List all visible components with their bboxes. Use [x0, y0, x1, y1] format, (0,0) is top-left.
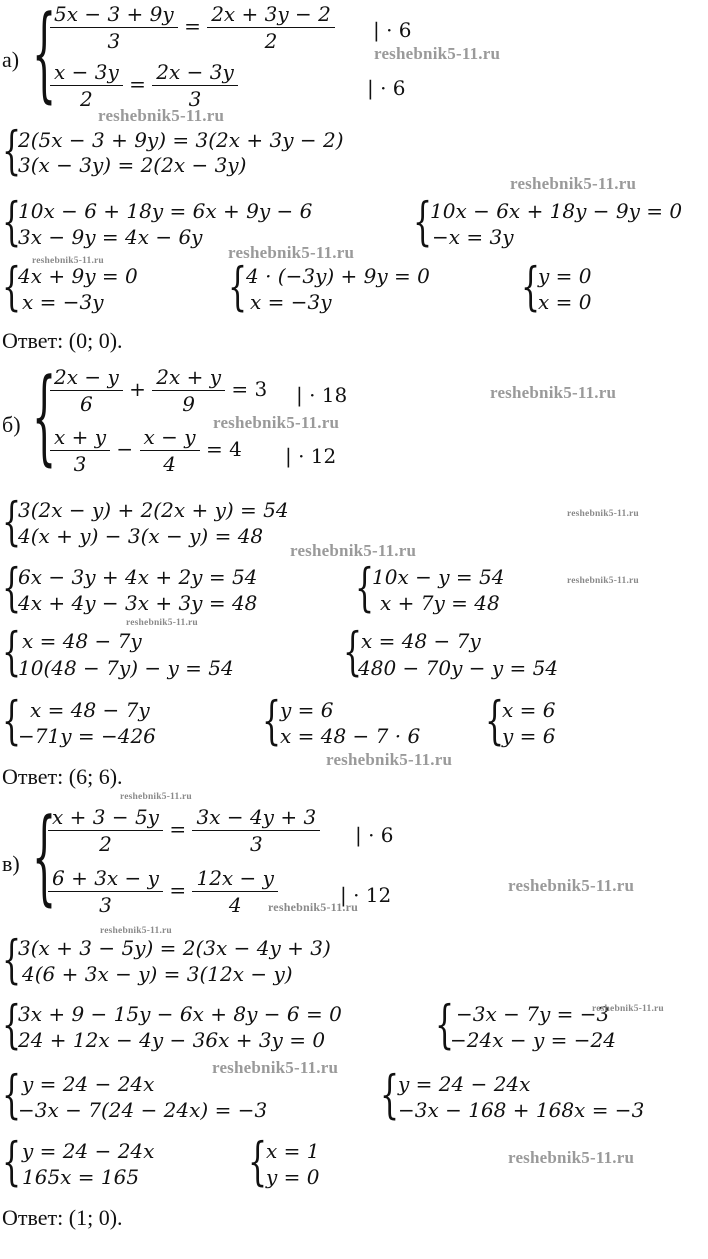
watermark: reshebnik5-11.ru	[326, 750, 453, 769]
brace-icon: {	[2, 1065, 22, 1126]
brace-icon: {	[32, 356, 57, 476]
brace-icon: {	[343, 622, 363, 683]
brace-icon: {	[355, 558, 375, 619]
brace-icon: {	[380, 1065, 400, 1126]
part-b-system-7-row-1: x = 48 − 7y	[30, 698, 150, 722]
brace-icon: {	[2, 1132, 22, 1193]
part-c-row-1-multiplier: | · 6	[355, 823, 394, 847]
brace-icon: {	[228, 257, 248, 318]
part-b-system-4-row-2: x + 7y = 48	[380, 591, 500, 615]
watermark: reshebnik5-11.ru	[592, 1004, 664, 1014]
part-c-system-7-row-2: 165x = 165	[22, 1165, 140, 1189]
part-c-system-8-row-1: x = 1	[266, 1139, 320, 1163]
watermark: reshebnik5-11.ru	[490, 383, 617, 402]
part-a-system-5-row-1: 4x + 9y = 0	[18, 264, 138, 288]
watermark: reshebnik5-11.ru	[228, 243, 355, 262]
part-a-system-7-row-1: y = 0	[538, 264, 592, 288]
part-c-system-1-row-2: $\frac{6 + 3x - y}{3}$ = $\frac{12x - y}{4}$	[48, 866, 278, 917]
part-c-row-2-multiplier: | · 12	[340, 883, 392, 907]
part-b-system-3-row-1: 6x − 3y + 4x + 2y = 54	[18, 565, 258, 589]
brace-icon: {	[2, 121, 22, 182]
part-b-system-8-row-2: x = 48 − 7 · 6	[280, 724, 421, 748]
part-c-system-2-row-1: 3(x + 3 − 5y) = 2(3x − 4y + 3)	[18, 936, 331, 960]
watermark: reshebnik5-11.ru	[98, 106, 225, 125]
part-b-system-1-row-2: $\frac{x + y}{3}$ − $\frac{x - y}{4}$ = 4	[50, 425, 242, 476]
brace-icon: {	[32, 0, 57, 113]
part-b-system-6-row-2: 480 − 70y − y = 54	[358, 656, 559, 680]
watermark: reshebnik5-11.ru	[32, 256, 104, 266]
brace-icon: {	[435, 995, 455, 1056]
watermark: reshebnik5-11.ru	[290, 541, 417, 560]
part-b-system-2-row-2: 4(x + y) − 3(x − y) = 48	[18, 524, 264, 548]
brace-icon: {	[2, 492, 22, 553]
brace-icon: {	[2, 691, 22, 752]
part-c-label: в)	[2, 851, 20, 876]
part-a-system-6-row-1: 4 · (−3y) + 9y = 0	[246, 264, 430, 288]
part-a-row-2-multiplier: | · 6	[367, 76, 406, 100]
part-c-system-5-row-1: y = 24 − 24x	[22, 1072, 155, 1096]
part-a-system-2-row-2: 3(x − 3y) = 2(2x − 3y)	[18, 153, 247, 177]
part-b-system-1-row-1: $\frac{2x - y}{6}$ + $\frac{2x + y}{9}$ = 3	[50, 365, 267, 416]
part-b-row-2-multiplier: | · 12	[285, 444, 337, 468]
part-b-system-4-row-1: 10x − y = 54	[372, 565, 505, 589]
part-a-label: а)	[2, 47, 20, 72]
brace-icon: {	[2, 558, 22, 619]
part-b-label: б)	[2, 412, 21, 437]
brace-icon: {	[521, 257, 541, 318]
watermark: reshebnik5-11.ru	[268, 900, 358, 914]
part-b-system-2-row-1: 3(2x − y) + 2(2x + y) = 54	[18, 498, 289, 522]
part-a-system-7-row-2: x = 0	[538, 290, 592, 314]
part-b-system-9-row-2: y = 6	[502, 724, 556, 748]
brace-icon: {	[32, 796, 57, 916]
part-c-system-7-row-1: y = 24 − 24x	[22, 1139, 155, 1163]
part-a-row-1-multiplier: | · 6	[373, 18, 412, 42]
watermark: reshebnik5-11.ru	[126, 618, 198, 628]
brace-icon: {	[413, 192, 433, 253]
part-c-system-6-row-1: y = 24 − 24x	[398, 1072, 531, 1096]
part-b-system-3-row-2: 4x + 4y − 3x + 3y = 48	[18, 591, 258, 615]
watermark: reshebnik5-11.ru	[567, 576, 639, 586]
part-c-system-2-row-2: 4(6 + 3x − y) = 3(12x − y)	[22, 962, 293, 986]
part-b-system-5-row-1: x = 48 − 7y	[22, 629, 142, 653]
watermark: reshebnik5-11.ru	[120, 792, 192, 802]
part-a-system-1-row-2: $\frac{x - 3y}{2}$ = $\frac{2x - 3y}{3}$	[50, 60, 238, 111]
brace-icon: {	[2, 622, 22, 683]
part-b-system-9-row-1: x = 6	[502, 698, 556, 722]
brace-icon: {	[2, 930, 22, 991]
part-b-system-5-row-2: 10(48 − 7y) − y = 54	[18, 656, 234, 680]
brace-icon: {	[248, 1132, 268, 1193]
watermark: reshebnik5-11.ru	[100, 926, 172, 936]
watermark: reshebnik5-11.ru	[567, 509, 639, 519]
watermark: reshebnik5-11.ru	[510, 174, 637, 193]
part-a-system-4-row-2: −x = 3y	[432, 225, 514, 249]
brace-icon: {	[262, 691, 282, 752]
part-c-system-3-row-2: 24 + 12x − 4y − 36x + 3y = 0	[18, 1028, 326, 1052]
watermark: reshebnik5-11.ru	[374, 44, 501, 63]
watermark: reshebnik5-11.ru	[508, 1148, 635, 1167]
part-a-system-6-row-2: x = −3y	[250, 290, 332, 314]
part-c-system-5-row-2: −3x − 7(24 − 24x) = −3	[18, 1098, 268, 1122]
part-a-system-2-row-1: 2(5x − 3 + 9y) = 3(2x + 3y − 2)	[18, 128, 344, 152]
part-b-row-1-multiplier: | · 18	[296, 383, 348, 407]
part-a-answer: Ответ: (0; 0).	[2, 328, 123, 353]
brace-icon: {	[2, 257, 22, 318]
part-c-system-8-row-2: y = 0	[266, 1165, 320, 1189]
part-c-system-1-row-1: $\frac{x + 3 - 5y}{2}$ = $\frac{3x - 4y + 3}{3}$	[48, 805, 320, 856]
part-c-system-4-row-2: −24x − y = −24	[450, 1028, 616, 1052]
brace-icon: {	[2, 995, 22, 1056]
part-a-system-3-row-2: 3x − 9y = 4x − 6y	[18, 225, 203, 249]
part-b-answer: Ответ: (6; 6).	[2, 764, 123, 789]
part-a-system-5-row-2: x = −3y	[22, 290, 104, 314]
part-c-system-6-row-2: −3x − 168 + 168x = −3	[398, 1098, 645, 1122]
brace-icon: {	[485, 691, 505, 752]
part-c-system-3-row-1: 3x + 9 − 15y − 6x + 8y − 6 = 0	[18, 1002, 342, 1026]
part-c-answer: Ответ: (1; 0).	[2, 1205, 123, 1230]
part-a-system-1-row-1: $\frac{5x - 3 + 9y}{3}$ = $\frac{2x + 3y - 2}{2}$	[50, 2, 335, 53]
part-a-system-3-row-1: 10x − 6 + 18y = 6x + 9y − 6	[18, 199, 313, 223]
watermark: reshebnik5-11.ru	[212, 1058, 339, 1077]
brace-icon: {	[2, 192, 22, 253]
watermark: reshebnik5-11.ru	[213, 413, 340, 432]
part-c-system-4-row-1: −3x − 7y = −3	[456, 1002, 610, 1026]
part-a-system-4-row-1: 10x − 6x + 18y − 9y = 0	[430, 199, 683, 223]
part-b-system-8-row-1: y = 6	[280, 698, 334, 722]
part-b-system-6-row-1: x = 48 − 7y	[361, 629, 481, 653]
part-b-system-7-row-2: −71y = −426	[18, 724, 156, 748]
watermark: reshebnik5-11.ru	[508, 876, 635, 895]
